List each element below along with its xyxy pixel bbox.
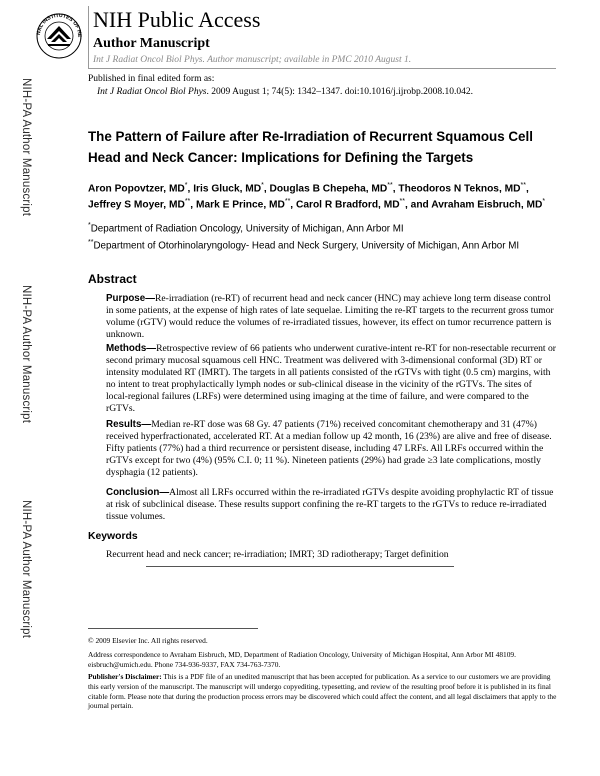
conclusion-text: Almost all LRFs occurred within the re-irradiated rGTVs despite avoiding prophylactic RT of tissue at risk of subclinical disease. These results support confining the re-RT targets to the rGTVs to reduce re-irradiated tissue volumes. — [106, 487, 554, 523]
keywords-divider — [146, 566, 454, 567]
correspondence-note: Address correspondence to Avraham Eisbruch, MD, Department of Radiation Oncology, University of Michigan Hospital, Ann Arbor MI 48109. eisbruch@umich.edu. Phone 734-936-9337, FAX 734-763-7370. — [88, 650, 516, 669]
footnote-divider — [88, 628, 258, 629]
author-affiliation-mark: ** — [399, 197, 405, 205]
purpose-text: Re-irradiation (re-RT) of recurrent head and neck cancer (HNC) may achieve long term disease control in some patients, at the expense of high rates of late sequelae. Limiting the re-RT targets to the recurrent gross tumor volume (rGTV) would reduce the volumes of re-irradiated tissues, however, its effect on tumor recurrence pattern is unknown. — [106, 293, 554, 341]
author-affiliation-mark: ** — [284, 197, 291, 205]
affiliation-2 — [88, 237, 558, 253]
logo-arc-text: NAL INSTITUTES OF HE — [35, 12, 83, 38]
abstract-conclusion — [106, 487, 556, 523]
author-affiliation-mark: * — [261, 182, 264, 189]
author-separator: , — [190, 199, 196, 211]
publisher-disclaimer — [88, 672, 558, 711]
author-separator: , — [290, 199, 296, 211]
citation-details: . 2009 August 1; 74(5): 1342–1347. doi:10.1016/j.ijrobp.2008.10.042. — [206, 87, 474, 97]
author-affiliation-mark: ** — [184, 197, 191, 205]
disclaimer-text: This is a PDF file of an unedited manuscript that has been accepted for publication. As a service to our customers we are providing this early version of the manuscript. The manuscript will undergo copyediting, typesetting, and review of the resulting proof before it is published in its final citable form. Please note that during the production process errors may be discovered which could affect the content, and all legal disclaimers that apply to the journal pertain. — [88, 672, 557, 711]
header-horizontal-rule — [88, 68, 556, 69]
methods-label: Methods— — [106, 343, 157, 354]
author-name: Avraham Eisbruch, MD — [431, 199, 543, 211]
copyright-note: © 2009 Elsevier Inc. All rights reserved. — [88, 636, 208, 645]
disclaimer-label: Publisher's Disclaimer: — [88, 672, 162, 681]
citation-journal: Int J Radiat Oncol Biol Phys — [97, 87, 207, 97]
author-separator: , and — [405, 199, 432, 211]
conclusion-label: Conclusion— — [106, 487, 170, 498]
author-name: Theodoros N Teknos, MD — [398, 183, 521, 195]
affiliation-2-text: Department of Otorhinolaryngology- Head and Neck Surgery, University of Michigan, Ann Arbor MI — [93, 240, 520, 252]
sidebar-label-bottom: NIH-PA Author Manuscript — [20, 500, 32, 639]
keywords-text: Recurrent head and neck cancer; re-irradiation; IMRT; 3D radiotherapy; Target definition — [106, 549, 449, 560]
purpose-label: Purpose— — [106, 293, 155, 304]
methods-text: Retrospective review of 66 patients who underwent curative-intent re-RT for non-resectable recurrent or second primary mucosal squamous cell HNC. Treatment was delivered with 3-dimensional conformal (3D) RT or intensity modulated RT (IMRT). The targets in all patients consisted of the rGTVs with tight (0.5 cm) margins, with no intent to treat prophylactically lymph nodes or sub-clinical disease in the vicinity of the rGTVs. The sites of local-regional failures (LRFs) were determined using imaging at the time of failure, and were compared to the rGTVs. — [106, 343, 556, 415]
author-separator: , — [263, 183, 270, 195]
affiliation-2-mark: ** — [88, 239, 94, 246]
abstract-methods — [106, 343, 556, 416]
article-title: The Pattern of Failure after Re-Irradiation of Recurrent Squamous Cell Head and Neck Cancer: Implications for Defining the Targets — [88, 129, 533, 165]
results-text: Median re-RT dose was 68 Gy. 47 patients (71%) received concomitant chemotherapy and 31 (47%) received hyperfractionated, accelerated RT. At a median follow up 42 month, 16 (23%) are alive and free of disease. Fifty patients (77%) had a third recurrence or persistent disease, including 47 LRFs. All LRFs occurred within the rGTVs except for two (4%) (95% C.I. 0; 11 %). Nineteen patients (29%) had grade ≥3 late complications, mostly dysphagia (12 patients). — [106, 419, 552, 479]
header-vertical-rule — [88, 6, 89, 68]
affiliation-1 — [88, 220, 558, 236]
author-name: Mark E Prince, MD — [195, 199, 285, 211]
sidebar-label-top: NIH-PA Author Manuscript — [20, 78, 32, 217]
published-label: Published in final edited form as: — [88, 74, 215, 84]
author-affiliation-mark: * — [184, 182, 188, 189]
author-affiliation-mark: * — [542, 197, 546, 205]
author-affiliation-mark: ** — [520, 182, 526, 189]
affiliation-1-mark: * — [88, 222, 91, 229]
nih-logo — [34, 6, 84, 68]
author-separator: , — [392, 183, 399, 195]
author-name: Jeffrey S Moyer, MD — [88, 199, 185, 211]
author-separator: , — [525, 183, 529, 195]
author-name: Iris Gluck, MD — [193, 183, 262, 195]
author-name: Douglas B Chepeha, MD — [269, 183, 388, 195]
journal-availability-line: Int J Radiat Oncol Biol Phys. Author manuscript; available in PMC 2010 August 1. — [93, 55, 412, 65]
author-list — [88, 180, 558, 212]
sidebar-label-middle: NIH-PA Author Manuscript — [20, 285, 32, 424]
abstract-heading: Abstract — [88, 272, 137, 286]
nih-public-access-title: NIH Public Access — [93, 7, 261, 32]
abstract-purpose — [106, 293, 556, 341]
author-separator: , — [187, 183, 194, 195]
author-affiliation-mark: ** — [387, 182, 393, 189]
results-label: Results— — [106, 419, 152, 430]
author-name: Aron Popovtzer, MD — [88, 183, 185, 195]
author-name: Carol R Bradford, MD — [295, 199, 400, 211]
author-manuscript-label: Author Manuscript — [93, 36, 210, 51]
abstract-results — [106, 419, 556, 479]
keywords-heading: Keywords — [88, 531, 138, 542]
citation-line — [97, 87, 473, 97]
affiliation-1-text: Department of Radiation Oncology, University of Michigan, Ann Arbor MI — [90, 223, 404, 235]
